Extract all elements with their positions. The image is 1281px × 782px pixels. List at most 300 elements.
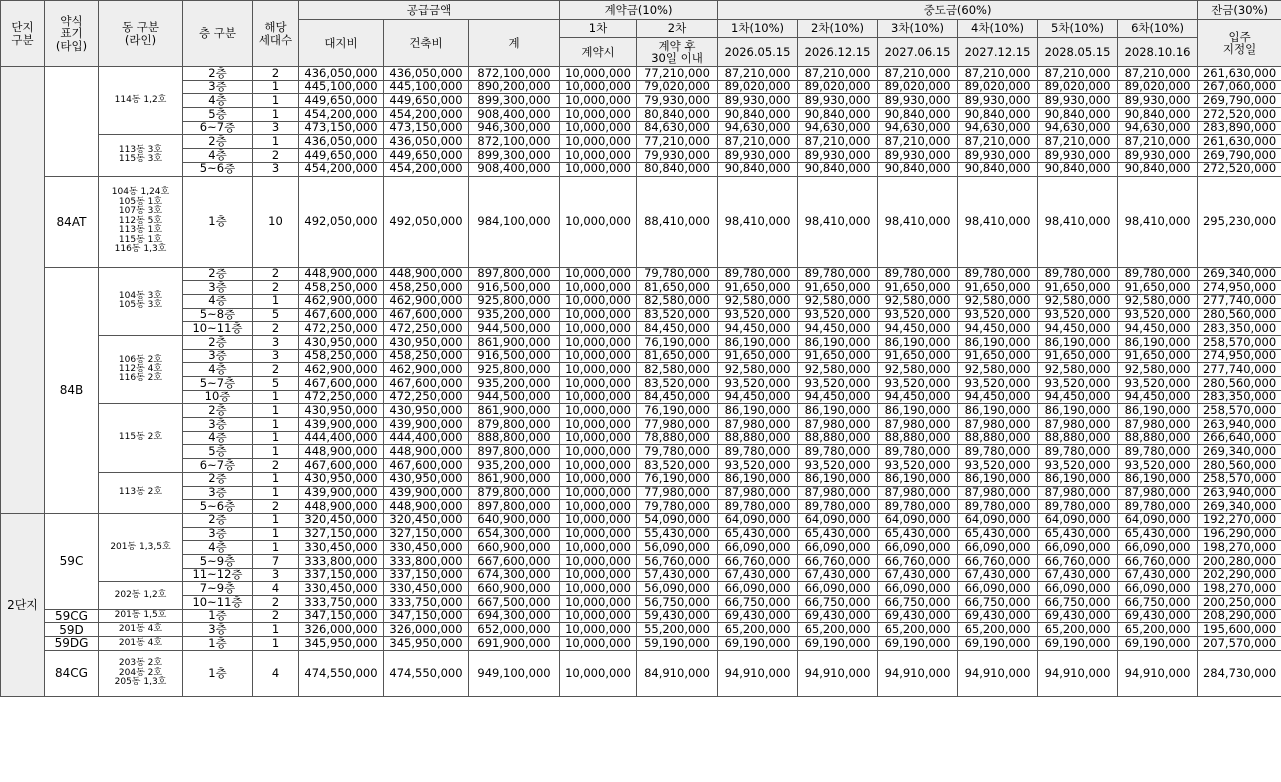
total-cell: 872,100,000: [469, 67, 560, 81]
middle3-cell: 89,930,000: [878, 94, 958, 108]
table-row: [1, 486, 1281, 500]
middle2-cell: 66,090,000: [798, 582, 878, 596]
middle2-cell: 86,190,000: [798, 472, 878, 486]
middle2-cell: 89,020,000: [798, 80, 878, 94]
header-mid6-date: 2028.10.16: [1118, 38, 1198, 67]
deposit2-cell: 79,930,000: [637, 149, 718, 163]
build-cell: 430,950,000: [384, 335, 469, 349]
middle4-cell: 93,520,000: [958, 308, 1038, 322]
build-cell: 327,150,000: [384, 527, 469, 541]
balance-cell: 269,340,000: [1198, 445, 1281, 459]
type-cell: 59CG: [45, 609, 99, 623]
deposit1-cell: 10,000,000: [560, 404, 637, 418]
land-cell: 337,150,000: [299, 568, 384, 582]
middle1-cell: 89,930,000: [718, 149, 798, 163]
deposit2-cell: 56,090,000: [637, 541, 718, 555]
build-cell: 444,400,000: [384, 431, 469, 445]
dong-cell: 114동 1,2호: [99, 67, 183, 135]
units-cell: 1: [253, 541, 299, 555]
build-cell: 330,450,000: [384, 541, 469, 555]
floor-cell: 3층: [183, 527, 253, 541]
deposit2-cell: 83,520,000: [637, 308, 718, 322]
land-cell: 444,400,000: [299, 431, 384, 445]
header-danji: 단지 구분: [1, 1, 45, 67]
total-cell: 861,900,000: [469, 472, 560, 486]
middle5-cell: 92,580,000: [1038, 363, 1118, 377]
balance-cell: 258,570,000: [1198, 404, 1281, 418]
floor-cell: 2층: [183, 335, 253, 349]
table-row: [1, 349, 1281, 363]
land-cell: 333,750,000: [299, 596, 384, 610]
table-row: [1, 472, 1281, 486]
land-cell: 449,650,000: [299, 94, 384, 108]
build-cell: 448,900,000: [384, 500, 469, 514]
deposit1-cell: 10,000,000: [560, 162, 637, 176]
build-cell: 492,050,000: [384, 176, 469, 267]
units-cell: 3: [253, 335, 299, 349]
table-row: [1, 445, 1281, 459]
middle3-cell: 86,190,000: [878, 404, 958, 418]
balance-cell: 280,560,000: [1198, 308, 1281, 322]
middle3-cell: 87,210,000: [878, 67, 958, 81]
header-balance: 잔금(30%): [1198, 1, 1281, 20]
balance-cell: 269,790,000: [1198, 94, 1281, 108]
balance-cell: 269,790,000: [1198, 149, 1281, 163]
total-cell: 674,300,000: [469, 568, 560, 582]
middle5-cell: 87,980,000: [1038, 486, 1118, 500]
land-cell: 467,600,000: [299, 459, 384, 473]
table-row: [1, 541, 1281, 555]
deposit1-cell: 10,000,000: [560, 149, 637, 163]
middle6-cell: 94,450,000: [1118, 390, 1198, 404]
deposit1-cell: 10,000,000: [560, 500, 637, 514]
build-cell: 449,650,000: [384, 149, 469, 163]
table-row: [1, 108, 1281, 122]
deposit2-cell: 57,430,000: [637, 568, 718, 582]
units-cell: 1: [253, 513, 299, 527]
header-dep1: 1차: [560, 20, 637, 38]
floor-cell: 1층: [183, 650, 253, 696]
middle3-cell: 87,980,000: [878, 418, 958, 432]
middle1-cell: 93,520,000: [718, 308, 798, 322]
total-cell: 899,300,000: [469, 94, 560, 108]
balance-cell: 295,230,000: [1198, 176, 1281, 267]
dong-cell: 115동 2호: [99, 404, 183, 472]
middle2-cell: 91,650,000: [798, 349, 878, 363]
floor-cell: 4층: [183, 149, 253, 163]
deposit1-cell: 10,000,000: [560, 294, 637, 308]
middle3-cell: 86,190,000: [878, 472, 958, 486]
land-cell: 467,600,000: [299, 377, 384, 391]
build-cell: 462,900,000: [384, 294, 469, 308]
dong-cell: 201동 1,3,5호: [99, 513, 183, 581]
balance-cell: 198,270,000: [1198, 582, 1281, 596]
middle3-cell: 94,910,000: [878, 650, 958, 696]
middle3-cell: 89,780,000: [878, 445, 958, 459]
total-cell: 897,800,000: [469, 445, 560, 459]
build-cell: 467,600,000: [384, 308, 469, 322]
units-cell: 7: [253, 554, 299, 568]
units-cell: 2: [253, 67, 299, 81]
dong-cell: 201동 4호: [99, 623, 183, 637]
land-cell: 347,150,000: [299, 609, 384, 623]
land-cell: 330,450,000: [299, 541, 384, 555]
units-cell: 1: [253, 527, 299, 541]
balance-cell: 195,600,000: [1198, 623, 1281, 637]
deposit2-cell: 79,020,000: [637, 80, 718, 94]
total-cell: 935,200,000: [469, 459, 560, 473]
floor-cell: 3층: [183, 418, 253, 432]
land-cell: 473,150,000: [299, 121, 384, 135]
units-cell: 1: [253, 404, 299, 418]
deposit1-cell: 10,000,000: [560, 80, 637, 94]
build-cell: 436,050,000: [384, 135, 469, 149]
deposit1-cell: 10,000,000: [560, 176, 637, 267]
header-mid1-label: 1차(10%): [718, 20, 798, 38]
table-row: [1, 121, 1281, 135]
build-cell: 467,600,000: [384, 377, 469, 391]
total-cell: 908,400,000: [469, 108, 560, 122]
middle3-cell: 64,090,000: [878, 513, 958, 527]
total-cell: 935,200,000: [469, 377, 560, 391]
total-cell: 925,800,000: [469, 363, 560, 377]
type-cell: 59C: [45, 513, 99, 609]
middle6-cell: 89,780,000: [1118, 500, 1198, 514]
middle4-cell: 93,520,000: [958, 377, 1038, 391]
build-cell: 430,950,000: [384, 472, 469, 486]
land-cell: 436,050,000: [299, 67, 384, 81]
dong-cell: 113동 3호 115동 3호: [99, 135, 183, 176]
middle6-cell: 69,190,000: [1118, 637, 1198, 651]
balance-cell: 269,340,000: [1198, 267, 1281, 281]
header-land: 대지비: [299, 20, 384, 67]
deposit2-cell: 78,880,000: [637, 431, 718, 445]
floor-cell: 4층: [183, 541, 253, 555]
middle6-cell: 87,210,000: [1118, 67, 1198, 81]
header-dong: 동 구분 (라인): [99, 1, 183, 67]
balance-cell: 196,290,000: [1198, 527, 1281, 541]
deposit2-cell: 77,980,000: [637, 486, 718, 500]
units-cell: 2: [253, 281, 299, 295]
balance-cell: 277,740,000: [1198, 294, 1281, 308]
deposit2-cell: 84,630,000: [637, 121, 718, 135]
land-cell: 448,900,000: [299, 267, 384, 281]
middle5-cell: 64,090,000: [1038, 513, 1118, 527]
deposit2-cell: 79,780,000: [637, 445, 718, 459]
middle2-cell: 89,930,000: [798, 149, 878, 163]
header-balance-when: 입주 지정일: [1198, 20, 1281, 67]
middle6-cell: 94,630,000: [1118, 121, 1198, 135]
deposit2-cell: 81,650,000: [637, 281, 718, 295]
middle4-cell: 66,090,000: [958, 582, 1038, 596]
middle1-cell: 89,020,000: [718, 80, 798, 94]
land-cell: 345,950,000: [299, 637, 384, 651]
middle6-cell: 93,520,000: [1118, 377, 1198, 391]
units-cell: 10: [253, 176, 299, 267]
header-mid5-label: 5차(10%): [1038, 20, 1118, 38]
middle6-cell: 91,650,000: [1118, 349, 1198, 363]
middle2-cell: 66,760,000: [798, 554, 878, 568]
middle6-cell: 66,750,000: [1118, 596, 1198, 610]
middle1-cell: 92,580,000: [718, 294, 798, 308]
floor-cell: 1층: [183, 637, 253, 651]
middle5-cell: 89,780,000: [1038, 500, 1118, 514]
middle3-cell: 67,430,000: [878, 568, 958, 582]
header-total: 계: [469, 20, 560, 67]
middle2-cell: 90,840,000: [798, 108, 878, 122]
middle6-cell: 87,980,000: [1118, 418, 1198, 432]
table-row: [1, 390, 1281, 404]
middle5-cell: 86,190,000: [1038, 472, 1118, 486]
build-cell: 462,900,000: [384, 363, 469, 377]
middle6-cell: 89,780,000: [1118, 445, 1198, 459]
middle1-cell: 90,840,000: [718, 108, 798, 122]
land-cell: 458,250,000: [299, 349, 384, 363]
deposit2-cell: 77,210,000: [637, 135, 718, 149]
middle5-cell: 91,650,000: [1038, 281, 1118, 295]
middle5-cell: 89,780,000: [1038, 445, 1118, 459]
header-mid6-label: 6차(10%): [1118, 20, 1198, 38]
middle1-cell: 86,190,000: [718, 404, 798, 418]
middle3-cell: 98,410,000: [878, 176, 958, 267]
middle2-cell: 93,520,000: [798, 459, 878, 473]
build-cell: 333,750,000: [384, 596, 469, 610]
dong-cell: 202동 1,2호: [99, 582, 183, 609]
land-cell: 430,950,000: [299, 404, 384, 418]
total-cell: 890,200,000: [469, 80, 560, 94]
total-cell: 872,100,000: [469, 135, 560, 149]
middle6-cell: 93,520,000: [1118, 459, 1198, 473]
middle6-cell: 65,430,000: [1118, 527, 1198, 541]
middle5-cell: 87,210,000: [1038, 135, 1118, 149]
land-cell: 448,900,000: [299, 445, 384, 459]
floor-cell: 3층: [183, 281, 253, 295]
table-row: [1, 554, 1281, 568]
land-cell: 472,250,000: [299, 390, 384, 404]
units-cell: 2: [253, 596, 299, 610]
deposit2-cell: 76,190,000: [637, 404, 718, 418]
middle1-cell: 64,090,000: [718, 513, 798, 527]
table-row: [1, 582, 1281, 596]
middle6-cell: 90,840,000: [1118, 162, 1198, 176]
floor-cell: 10~11층: [183, 322, 253, 336]
middle4-cell: 89,780,000: [958, 500, 1038, 514]
deposit2-cell: 84,450,000: [637, 390, 718, 404]
middle3-cell: 94,450,000: [878, 322, 958, 336]
floor-cell: 2층: [183, 404, 253, 418]
table-row: [1, 609, 1281, 623]
balance-cell: 263,940,000: [1198, 486, 1281, 500]
middle3-cell: 65,200,000: [878, 623, 958, 637]
total-cell: 694,300,000: [469, 609, 560, 623]
deposit1-cell: 10,000,000: [560, 308, 637, 322]
middle5-cell: 66,760,000: [1038, 554, 1118, 568]
middle2-cell: 98,410,000: [798, 176, 878, 267]
balance-cell: 272,520,000: [1198, 162, 1281, 176]
land-cell: 472,250,000: [299, 322, 384, 336]
floor-cell: 5층: [183, 108, 253, 122]
middle1-cell: 94,910,000: [718, 650, 798, 696]
middle1-cell: 69,190,000: [718, 637, 798, 651]
balance-cell: 274,950,000: [1198, 281, 1281, 295]
deposit2-cell: 59,430,000: [637, 609, 718, 623]
balance-cell: 207,570,000: [1198, 637, 1281, 651]
middle5-cell: 89,020,000: [1038, 80, 1118, 94]
middle4-cell: 94,450,000: [958, 390, 1038, 404]
deposit2-cell: 81,650,000: [637, 349, 718, 363]
middle3-cell: 90,840,000: [878, 108, 958, 122]
middle3-cell: 92,580,000: [878, 294, 958, 308]
middle2-cell: 64,090,000: [798, 513, 878, 527]
balance-cell: 198,270,000: [1198, 541, 1281, 555]
header-mid2-label: 2차(10%): [798, 20, 878, 38]
build-cell: 330,450,000: [384, 582, 469, 596]
middle5-cell: 89,930,000: [1038, 94, 1118, 108]
middle3-cell: 66,090,000: [878, 582, 958, 596]
deposit1-cell: 10,000,000: [560, 623, 637, 637]
middle4-cell: 86,190,000: [958, 335, 1038, 349]
middle4-cell: 89,780,000: [958, 267, 1038, 281]
middle2-cell: 89,780,000: [798, 445, 878, 459]
total-cell: 949,100,000: [469, 650, 560, 696]
total-cell: 888,800,000: [469, 431, 560, 445]
middle5-cell: 65,430,000: [1038, 527, 1118, 541]
build-cell: 345,950,000: [384, 637, 469, 651]
units-cell: 1: [253, 108, 299, 122]
middle4-cell: 64,090,000: [958, 513, 1038, 527]
middle2-cell: 65,200,000: [798, 623, 878, 637]
table-row: [1, 335, 1281, 349]
middle2-cell: 92,580,000: [798, 294, 878, 308]
units-cell: 1: [253, 294, 299, 308]
middle5-cell: 94,450,000: [1038, 390, 1118, 404]
total-cell: 946,300,000: [469, 121, 560, 135]
middle6-cell: 87,980,000: [1118, 486, 1198, 500]
middle2-cell: 87,210,000: [798, 135, 878, 149]
land-cell: 439,900,000: [299, 486, 384, 500]
land-cell: 449,650,000: [299, 149, 384, 163]
middle3-cell: 91,650,000: [878, 349, 958, 363]
header-mid5-date: 2028.05.15: [1038, 38, 1118, 67]
deposit2-cell: 83,520,000: [637, 377, 718, 391]
middle6-cell: 69,430,000: [1118, 609, 1198, 623]
balance-cell: 274,950,000: [1198, 349, 1281, 363]
deposit2-cell: 59,190,000: [637, 637, 718, 651]
floor-cell: 10~11층: [183, 596, 253, 610]
deposit1-cell: 10,000,000: [560, 377, 637, 391]
middle2-cell: 90,840,000: [798, 162, 878, 176]
table-row: [1, 431, 1281, 445]
floor-cell: 5층: [183, 445, 253, 459]
header-deposit: 계약금(10%): [560, 1, 718, 20]
deposit2-cell: 80,840,000: [637, 162, 718, 176]
middle3-cell: 89,780,000: [878, 267, 958, 281]
balance-cell: 261,630,000: [1198, 135, 1281, 149]
floor-cell: 6~7층: [183, 459, 253, 473]
middle1-cell: 65,200,000: [718, 623, 798, 637]
balance-cell: 283,350,000: [1198, 322, 1281, 336]
middle3-cell: 66,090,000: [878, 541, 958, 555]
total-cell: 654,300,000: [469, 527, 560, 541]
middle2-cell: 89,930,000: [798, 94, 878, 108]
floor-cell: 3층: [183, 80, 253, 94]
middle6-cell: 66,090,000: [1118, 541, 1198, 555]
middle5-cell: 90,840,000: [1038, 162, 1118, 176]
danji-cell: 2단지: [1, 513, 45, 696]
middle6-cell: 67,430,000: [1118, 568, 1198, 582]
total-cell: 691,900,000: [469, 637, 560, 651]
build-cell: 474,550,000: [384, 650, 469, 696]
deposit2-cell: 56,760,000: [637, 554, 718, 568]
floor-cell: 3층: [183, 486, 253, 500]
middle6-cell: 65,200,000: [1118, 623, 1198, 637]
balance-cell: 258,570,000: [1198, 472, 1281, 486]
middle1-cell: 90,840,000: [718, 162, 798, 176]
dong-cell: 203동 2호 204동 2호 205동 1,3호: [99, 650, 183, 696]
middle3-cell: 69,430,000: [878, 609, 958, 623]
units-cell: 5: [253, 377, 299, 391]
type-cell: [45, 67, 99, 177]
balance-cell: 263,940,000: [1198, 418, 1281, 432]
units-cell: 2: [253, 363, 299, 377]
middle6-cell: 66,090,000: [1118, 582, 1198, 596]
units-cell: 1: [253, 623, 299, 637]
middle5-cell: 93,520,000: [1038, 377, 1118, 391]
balance-cell: 200,280,000: [1198, 554, 1281, 568]
deposit2-cell: 77,210,000: [637, 67, 718, 81]
table-row: [1, 527, 1281, 541]
total-cell: 916,500,000: [469, 349, 560, 363]
header-mid4-label: 4차(10%): [958, 20, 1038, 38]
total-cell: 861,900,000: [469, 335, 560, 349]
header-mid3-label: 3차(10%): [878, 20, 958, 38]
deposit2-cell: 80,840,000: [637, 108, 718, 122]
deposit2-cell: 56,090,000: [637, 582, 718, 596]
balance-cell: 283,350,000: [1198, 390, 1281, 404]
middle6-cell: 98,410,000: [1118, 176, 1198, 267]
middle5-cell: 67,430,000: [1038, 568, 1118, 582]
build-cell: 472,250,000: [384, 390, 469, 404]
balance-cell: 261,630,000: [1198, 67, 1281, 81]
middle6-cell: 89,930,000: [1118, 94, 1198, 108]
header-middle: 중도금(60%): [718, 1, 1198, 20]
middle1-cell: 66,750,000: [718, 596, 798, 610]
total-cell: 916,500,000: [469, 281, 560, 295]
balance-cell: 258,570,000: [1198, 335, 1281, 349]
total-cell: 944,500,000: [469, 390, 560, 404]
dong-cell: 113동 2호: [99, 472, 183, 513]
table-row: [1, 418, 1281, 432]
type-cell: 59DG: [45, 637, 99, 651]
units-cell: 5: [253, 308, 299, 322]
deposit1-cell: 10,000,000: [560, 135, 637, 149]
floor-cell: 1층: [183, 176, 253, 267]
floor-cell: 2층: [183, 267, 253, 281]
middle1-cell: 66,090,000: [718, 541, 798, 555]
middle5-cell: 94,630,000: [1038, 121, 1118, 135]
middle6-cell: 66,760,000: [1118, 554, 1198, 568]
land-cell: 492,050,000: [299, 176, 384, 267]
land-cell: 327,150,000: [299, 527, 384, 541]
middle2-cell: 94,910,000: [798, 650, 878, 696]
middle3-cell: 89,930,000: [878, 149, 958, 163]
land-cell: 430,950,000: [299, 335, 384, 349]
middle3-cell: 90,840,000: [878, 162, 958, 176]
total-cell: 879,800,000: [469, 418, 560, 432]
units-cell: 1: [253, 80, 299, 94]
units-cell: 1: [253, 418, 299, 432]
middle6-cell: 92,580,000: [1118, 363, 1198, 377]
